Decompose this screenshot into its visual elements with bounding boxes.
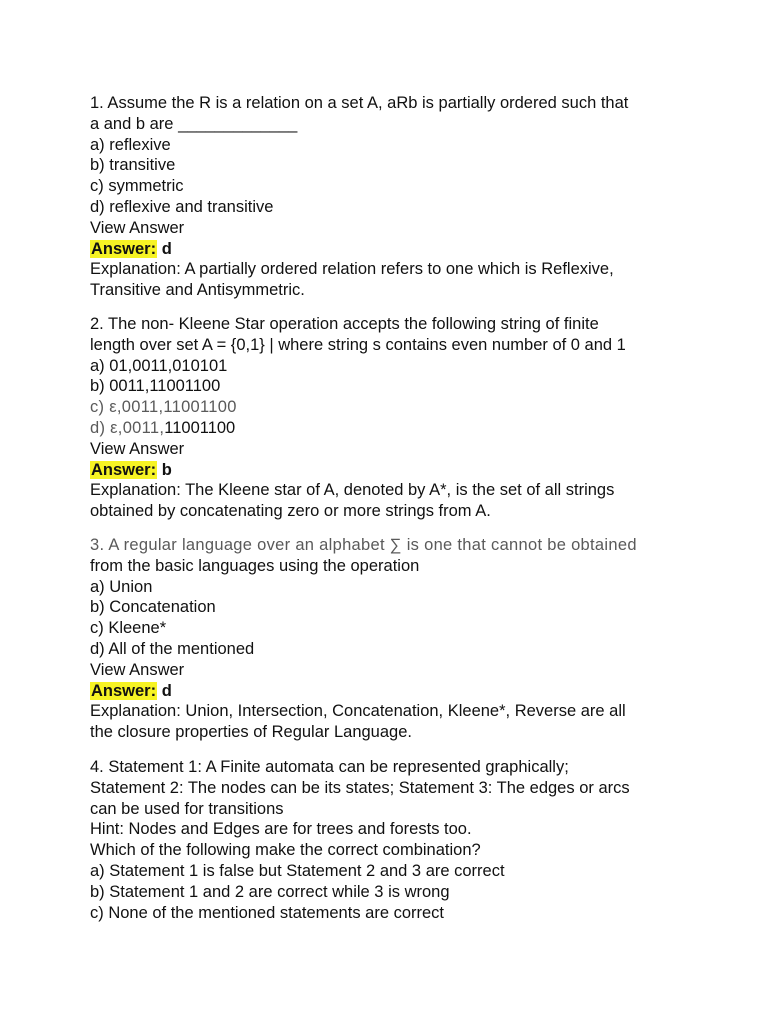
answer-line xyxy=(90,681,690,702)
option-a: a) Statement 1 is false but Statement 2 and 3 are correct xyxy=(90,861,505,880)
option-c: c) None of the mentioned statements are correct xyxy=(90,903,445,922)
answer-label: Answer: xyxy=(91,681,157,700)
answer-value: b xyxy=(161,460,172,479)
explanation-text: Transitive and Antisymmetric. xyxy=(90,281,305,300)
option-a: a) reflexive xyxy=(90,135,171,154)
option-d: d) All of the mentioned xyxy=(90,639,255,658)
question-text: can be used for transitions xyxy=(90,799,284,818)
option-b: b) Concatenation xyxy=(90,598,216,617)
view-answer-link[interactable]: View Answer xyxy=(90,660,185,679)
answer-line xyxy=(90,460,690,481)
answer-label: Answer: xyxy=(91,239,157,258)
question-text: a and b are _____________ xyxy=(90,114,298,133)
question-text: 4. Statement 1: A Finite automata can be represented graphically; xyxy=(90,758,569,776)
option-d xyxy=(90,418,690,439)
hint-text: Hint: Nodes and Edges are for trees and forests too. xyxy=(90,820,472,839)
question-text: Statement 2: The nodes can be its states; Statement 3: The edges or arcs xyxy=(90,778,630,797)
question-text: from the basic languages using the operation xyxy=(90,556,420,575)
option-b: b) transitive xyxy=(90,156,176,175)
question-text: 2. The non- Kleene Star operation accepts the following string of finite xyxy=(90,315,599,333)
question-prompt: Which of the following make the correct combination? xyxy=(90,841,481,860)
question-1 xyxy=(90,93,690,301)
option-a: a) Union xyxy=(90,577,153,596)
question-text: 3. A regular language over an alphabet ∑ is one that cannot be obtained xyxy=(90,536,637,554)
answer-label: Answer: xyxy=(91,460,157,479)
question-text: 1. Assume the R is a relation on a set A, aRb is partially ordered such that xyxy=(90,94,629,112)
option-c: c) Kleene* xyxy=(90,619,167,638)
view-answer-link[interactable]: View Answer xyxy=(90,439,185,458)
option-d: d) reflexive and transitive xyxy=(90,197,274,216)
question-3 xyxy=(90,535,690,743)
option-b: b) 0011,11001100 xyxy=(90,377,221,396)
option-c: c) ε,0011,11001100 xyxy=(90,398,237,417)
explanation-text: obtained by concatenating zero or more strings from A. xyxy=(90,502,491,521)
explanation-text: the closure properties of Regular Language. xyxy=(90,723,412,742)
answer-value: d xyxy=(161,681,172,700)
option-c: c) symmetric xyxy=(90,177,184,196)
explanation-text: Explanation: A partially ordered relation refers to one which is Reflexive, xyxy=(90,260,614,279)
question-text: length over set A = {0,1} | where string s contains even number of 0 and 1 xyxy=(90,335,626,354)
explanation-text: Explanation: Union, Intersection, Concatenation, Kleene*, Reverse are all xyxy=(90,702,626,721)
option-a: a) 01,0011,010101 xyxy=(90,356,228,375)
option-d-suffix: 11001100 xyxy=(164,418,236,437)
view-answer-link[interactable]: View Answer xyxy=(90,218,185,237)
explanation-text: Explanation: The Kleene star of A, denoted by A*, is the set of all strings xyxy=(90,481,615,500)
answer-line xyxy=(90,239,690,260)
question-4 xyxy=(90,757,690,923)
answer-value: d xyxy=(161,239,172,258)
option-b: b) Statement 1 and 2 are correct while 3 is wrong xyxy=(90,882,450,901)
question-2 xyxy=(90,314,690,522)
option-d-prefix: d) ε,0011, xyxy=(90,418,165,437)
